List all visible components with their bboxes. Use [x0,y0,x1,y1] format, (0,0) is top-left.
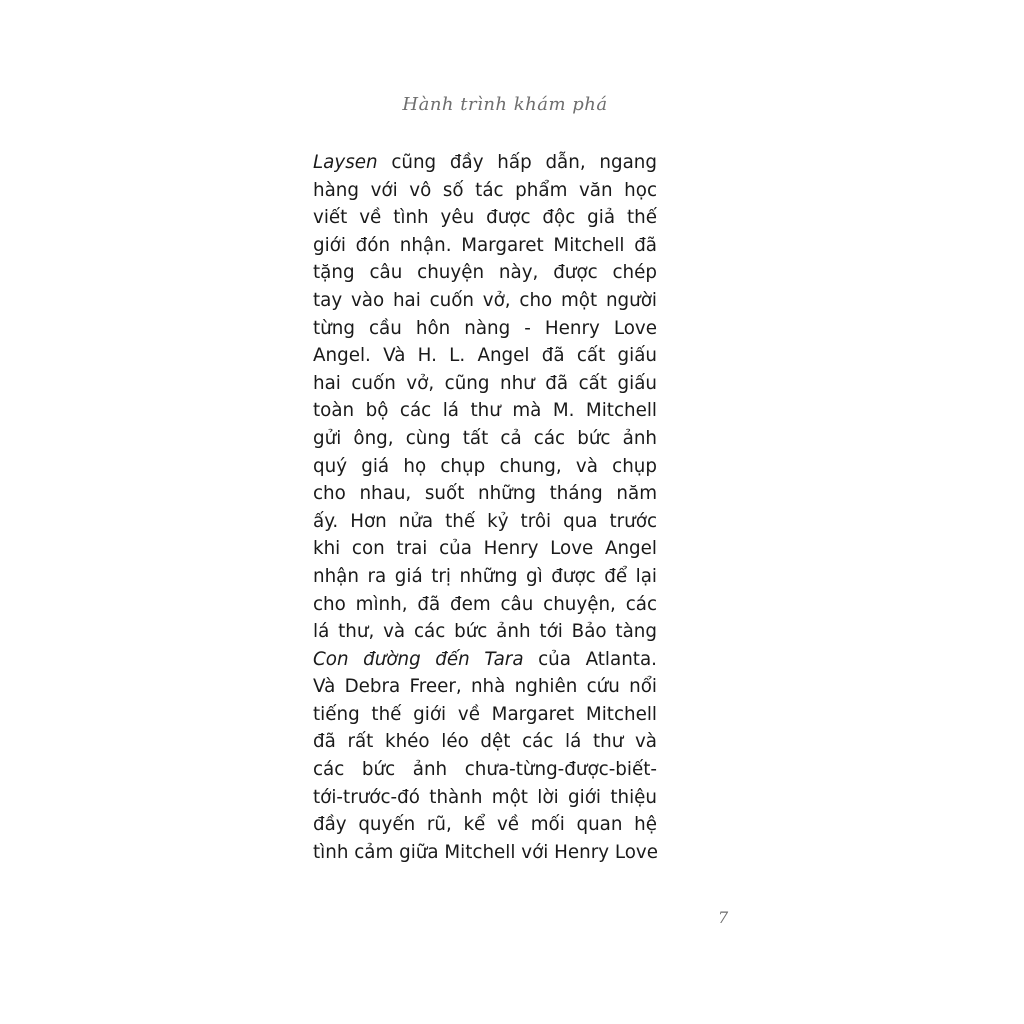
line-text: tình cảm giữa Mitchell với Henry Love [313,841,658,863]
text-line [313,839,657,867]
text-line [313,453,657,481]
line-text: giới đón nhận. Margaret Mitchell đã [313,234,657,256]
line-text: tay vào hai cuốn vở, cho một người [313,289,657,311]
text-line [313,204,657,232]
text-line [313,646,657,674]
text-line [313,508,657,536]
text-line [313,259,657,287]
line-text: ấy. Hơn nửa thế kỷ trôi qua trước [313,510,657,532]
line-text: toàn bộ các lá thư mà M. Mitchell [313,400,657,422]
text-line [313,701,657,729]
text-line [313,756,657,784]
text-line [313,425,657,453]
line-text: lá thư, và các bức ảnh tới Bảo tàng [313,621,657,643]
line-text: cho nhau, suốt những tháng năm [313,483,657,505]
text-line [313,149,657,177]
text-line [313,563,657,591]
text-line [313,673,657,701]
line-text: của Atlanta. [523,648,657,670]
text-line [313,591,657,619]
text-line [313,811,657,839]
line-text: khi con trai của Henry Love Angel [313,538,657,560]
line-text: các bức ảnh chưa-từng-được-biết- [313,759,657,781]
line-text: quý giá họ chụp chung, và chụp [313,455,657,477]
line-text: cho mình, đã đem câu chuyện, các [313,593,657,615]
text-line [313,535,657,563]
text-line [313,480,657,508]
line-text: Và Debra Freer, nhà nghiên cứu nổi [313,676,657,698]
text-line [313,342,657,370]
line-text: Angel. Và H. L. Angel đã cất giấu [313,345,657,367]
text-line [313,287,657,315]
text-line [313,232,657,260]
text-line [313,618,657,646]
line-text: hai cuốn vở, cũng như đã cất giấu [313,372,657,394]
line-text: tiếng thế giới về Margaret Mitchell [313,703,657,725]
page-number: 7 [718,908,729,927]
line-text: từng cầu hôn nàng - Henry Love [313,317,657,339]
line-text: viết về tình yêu được độc giả thế [313,207,657,229]
text-line [313,315,657,343]
line-text: tới-trước-đó thành một lời giới thiệu [313,786,657,808]
running-header: Hành trình khám phá [402,94,608,115]
text-line [313,728,657,756]
text-line [313,177,657,205]
line-text: hàng với vô số tác phẩm văn học [313,179,657,201]
text-line [313,784,657,812]
line-text: gửi ông, cùng tất cả các bức ảnh [313,427,657,449]
italic-title-text: Laysen [313,152,378,173]
line-text: đã rất khéo léo dệt các lá thư và [313,731,657,753]
text-line [313,397,657,425]
line-text: đầy quyến rũ, kể về mối quan hệ [313,814,657,836]
line-text: nhận ra giá trị những gì được để lại [313,565,657,587]
text-line [313,370,657,398]
line-text: cũng đầy hấp dẫn, ngang [377,152,657,173]
body-paragraph [313,149,657,866]
line-text: tặng câu chuyện này, được chép [313,262,657,284]
italic-title-text: Con đường đến Tara [313,648,524,670]
